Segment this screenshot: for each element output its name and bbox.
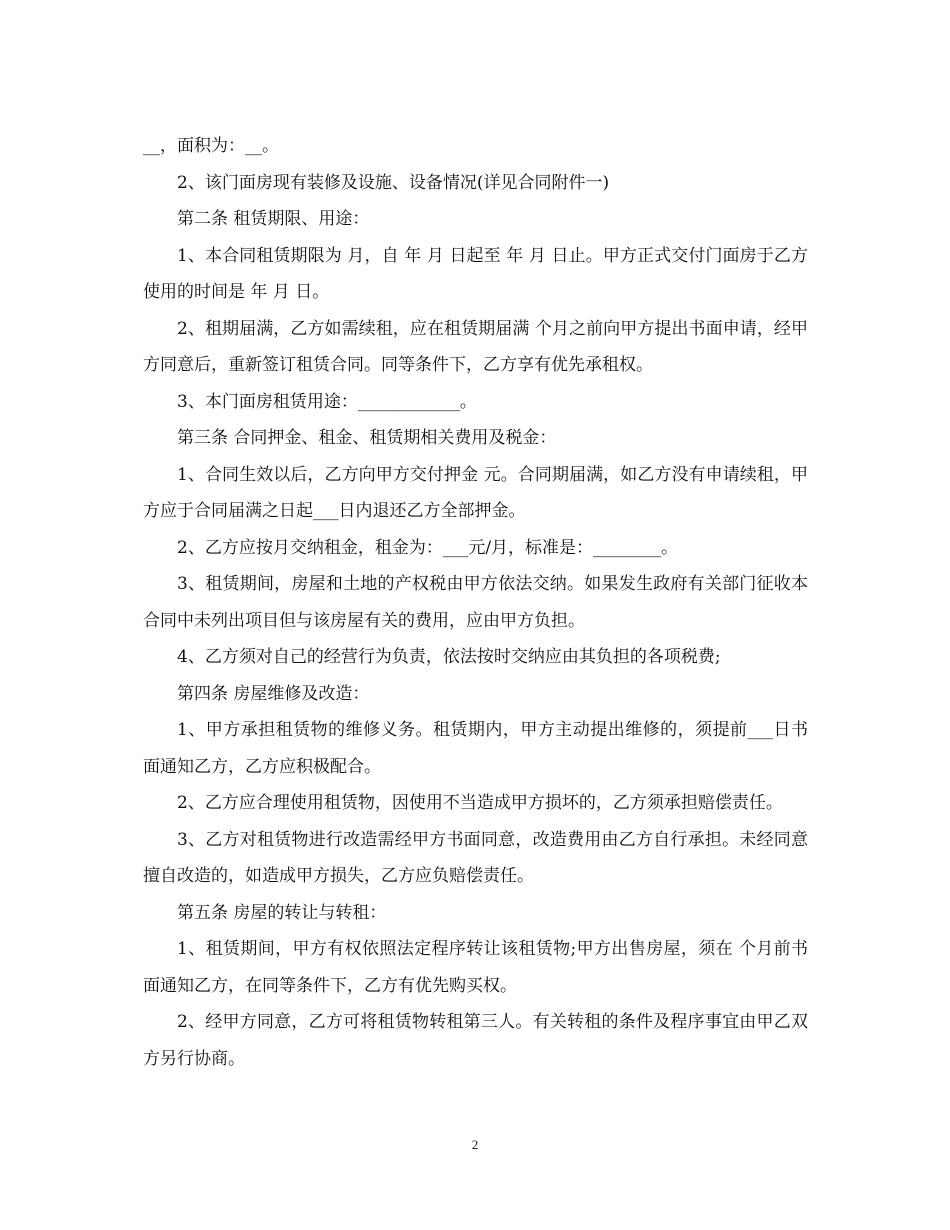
paragraph-business-tax: 4、乙方须对自己的经营行为负责，依法按时交纳应由其负担的各项税费; <box>177 647 721 667</box>
article-3-heading: 第三条 合同押金、租金、租赁期相关费用及税金： <box>177 428 557 448</box>
paragraph-proper-use: 2、乙方应合理使用租赁物，因使用不当造成甲方损坏的，乙方须承担赔偿责任。 <box>177 793 783 813</box>
article-5-heading: 第五条 房屋的转让与转租： <box>177 902 387 923</box>
paragraph-sublease: 2、经甲方同意，乙方可将租赁物转租第三人。有关转租的条件及程序事宜由甲乙双方另行协商。 <box>143 1012 808 1069</box>
paragraph-renovation: 3、乙方对租赁物进行改造需经甲方书面同意，改造费用由乙方自行承担。未经同意擅自改造的，如造成甲方损失，乙方应负赔偿责任。 <box>143 829 808 886</box>
paragraph-facilities: 2、该门面房现有装修及设施、设备情况(详见合同附件一) <box>177 172 610 193</box>
paragraph-renewal: 2、租期届满，乙方如需续租，应在租赁期届满 个月之前向甲方提出书面申请，经甲方同意后，重新签订租赁合同。同等条件下，乙方享有优先承租权。 <box>143 318 808 375</box>
paragraph-rent: 2、乙方应按月交纳租金，租金为：___元/月，标准是：________。 <box>177 537 679 558</box>
paragraph-deposit: 1、合同生效以后，乙方向甲方交付押金 元。合同期届满，如乙方没有申请续租，甲方应于合同届满之日起___日内退还乙方全部押金。 <box>143 464 808 521</box>
paragraph-property-tax: 3、租赁期间，房屋和土地的产权税由甲方依法交纳。如果发生政府有关部门征收本合同中未列出项目但与该房屋有关的费用，应由甲方负担。 <box>143 574 808 631</box>
page-number: 2 <box>471 1137 479 1152</box>
paragraph-maintenance: 1、甲方承担租赁物的维修义务。租赁期内，甲方主动提出维修的，须提前___日书面通知乙方，乙方应积极配合。 <box>143 720 808 777</box>
article-2-heading: 第二条 租赁期限、用途： <box>177 209 370 229</box>
article-4-heading: 第四条 房屋维修及改造： <box>177 683 370 704</box>
paragraph-area-continuation: __，面积为：__。 <box>143 136 279 156</box>
paragraph-usage: 3、本门面房租赁用途：____________。 <box>177 391 477 412</box>
paragraph-transfer: 1、租赁期间，甲方有权依照法定程序转让该租赁物;甲方出售房屋，须在 个月前书面通知乙方，在同等条件下，乙方有优先购买权。 <box>143 939 808 996</box>
document-body <box>143 128 808 1077</box>
paragraph-lease-term: 1、本合同租赁期限为 月，自 年 月 日起至 年 月 日止。甲方正式交付门面房于乙方使用的时间是 年 月 日。 <box>143 245 808 302</box>
